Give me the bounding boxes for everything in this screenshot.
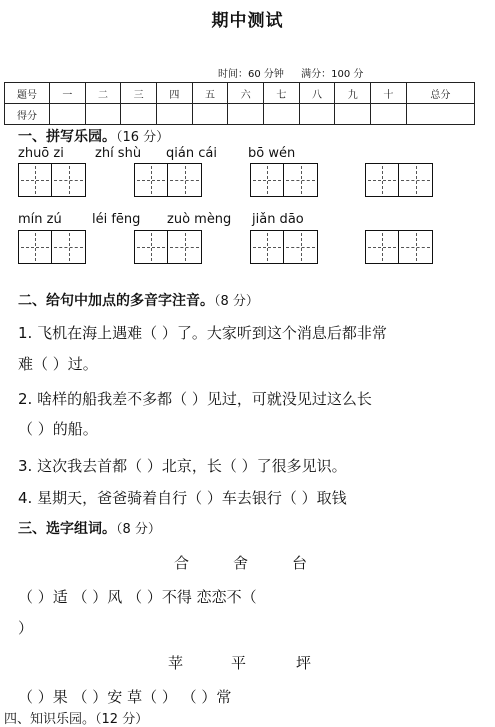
time-limit: 时间：60 分钟 [218, 69, 284, 80]
writing-box-3[interactable] [250, 163, 318, 197]
section-3-heading [18, 518, 161, 538]
choice-char: 台 [292, 554, 308, 572]
writing-box-1[interactable] [18, 163, 86, 197]
choice-char: 坪 [296, 654, 312, 672]
exam-meta [218, 65, 377, 80]
score-cell: 十 [371, 83, 407, 104]
score-cell: 六 [228, 83, 264, 104]
section-2-heading [18, 290, 259, 310]
pinyin-5: mín zú [18, 212, 62, 227]
score-table-header-row [5, 83, 475, 104]
writing-box-5[interactable] [18, 230, 86, 264]
question-line: 3. 这次我去首都（ ）北京，长（ ）了很多见识。 [18, 457, 347, 475]
pinyin-1: zhuō zi [18, 146, 64, 161]
section-1-points: （16 分） [116, 130, 170, 145]
score-cell: 九 [335, 83, 371, 104]
word-line: （ ）果 （ ）安 草（ ） （ ）常 [18, 688, 232, 706]
score-cell: 五 [192, 83, 228, 104]
score-blank[interactable] [85, 104, 121, 125]
score-blank[interactable] [335, 104, 371, 125]
writing-box-6[interactable] [134, 230, 202, 264]
pinyin-7: zuò mèng [167, 212, 232, 227]
question-line: （ ）的船。 [18, 420, 98, 438]
full-score: 满分：100 分 [301, 69, 364, 80]
choice-char: 苹 [168, 654, 184, 672]
score-cell: 二 [85, 83, 121, 104]
score-blank[interactable] [264, 104, 300, 125]
question-line: 4. 星期天，爸爸骑着自行（ ）车去银行（ ）取钱 [18, 489, 347, 507]
score-table-score-row [5, 104, 475, 125]
score-cell: 八 [299, 83, 335, 104]
page-title: 期中测试 [211, 11, 284, 31]
section-3-title: 三、选字组词。 [18, 521, 116, 537]
choice-char: 平 [231, 654, 247, 672]
pinyin-6: léi fēng [92, 212, 141, 227]
pinyin-8: jiǎn dāo [252, 212, 304, 227]
writing-box-7[interactable] [250, 230, 318, 264]
score-cell: 四 [157, 83, 193, 104]
word-line: （ ）适 （ ）风 （ ）不得 恋恋不（ [18, 588, 257, 606]
score-blank[interactable] [406, 104, 474, 125]
question-line: 难（ ）过。 [18, 355, 98, 373]
pinyin-2: zhí shù [95, 146, 142, 161]
choice-char: 舍 [233, 554, 249, 572]
section-4-title: 四、知识乐园。 [4, 712, 96, 727]
section-1-heading [18, 126, 169, 146]
score-cell: 题号 [5, 83, 50, 104]
section-3-points: （8 分） [116, 522, 161, 537]
score-cell: 三 [121, 83, 157, 104]
writing-box-8[interactable] [365, 230, 433, 264]
section-2-title: 二、给句中加点的多音字注音。 [18, 293, 214, 309]
word-line: ） [18, 619, 34, 637]
writing-box-2[interactable] [134, 163, 202, 197]
writing-box-4[interactable] [365, 163, 433, 197]
pinyin-3: qián cái [166, 146, 217, 161]
score-blank[interactable] [157, 104, 193, 125]
section-2-points: （8 分） [214, 294, 259, 309]
score-row-label: 得分 [5, 104, 50, 125]
score-blank[interactable] [299, 104, 335, 125]
section-1-title: 一、拼写乐园。 [18, 129, 116, 145]
section-4-points: （12 分） [95, 712, 149, 727]
section-4-heading [4, 708, 148, 727]
score-blank[interactable] [50, 104, 86, 125]
score-blank[interactable] [192, 104, 228, 125]
pinyin-4: bō wén [248, 146, 296, 161]
question-line: 2. 啥样的船我差不多都（ ）见过，可就没见过这么长 [18, 390, 372, 408]
question-line: 1. 飞机在海上遇难（ ）了。大家听到这个消息后都非常 [18, 324, 387, 342]
score-blank[interactable] [121, 104, 157, 125]
score-cell: 七 [264, 83, 300, 104]
score-blank[interactable] [228, 104, 264, 125]
score-table [4, 82, 475, 125]
score-cell: 总分 [406, 83, 474, 104]
choice-char: 合 [174, 554, 190, 572]
score-blank[interactable] [371, 104, 407, 125]
score-cell: 一 [50, 83, 86, 104]
